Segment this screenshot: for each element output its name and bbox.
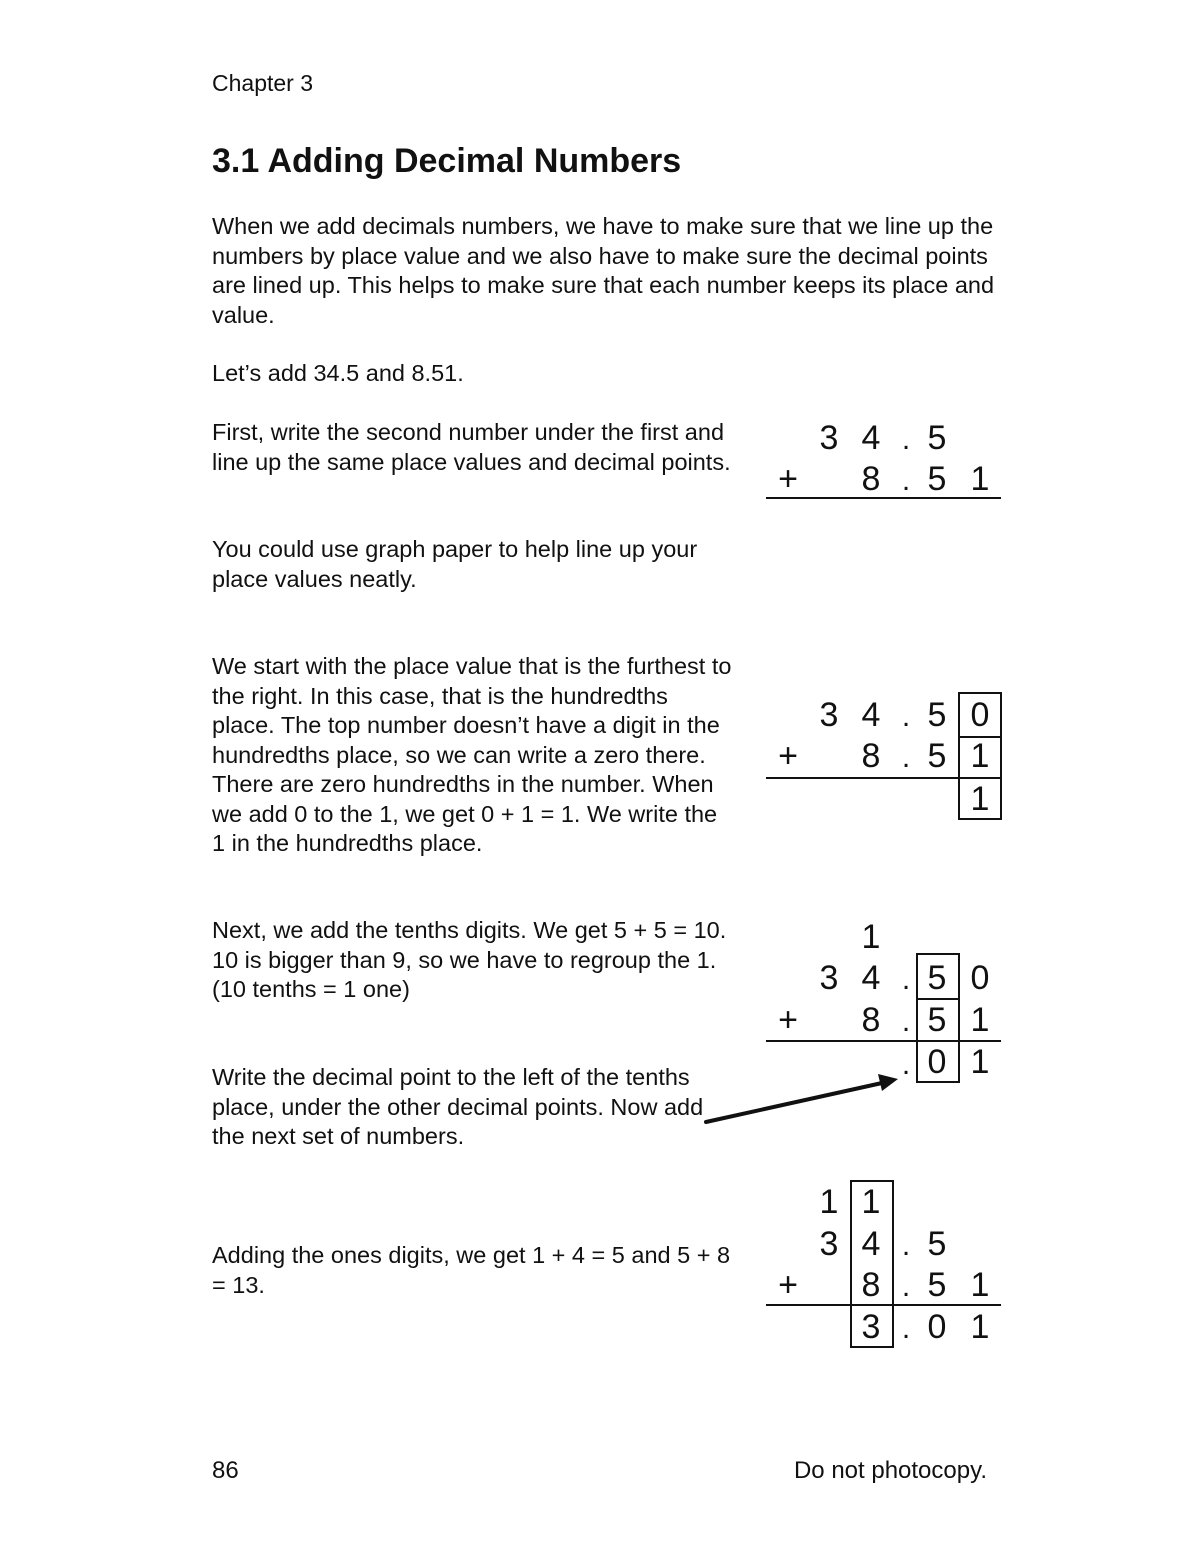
copyright-notice: Do not photocopy. — [793, 1457, 987, 1484]
step4-paragraph: Write the decimal point to the left of the tenths place, under the other decimal points. Now add the next set of numbers. — [212, 1064, 704, 1149]
intro-paragraph: When we add decimals numbers, we have to make sure that we line up the numbers by place value and we also have to make sure the decimal points are lined up. This helps to make sure that each number keeps its place and value. — [212, 213, 995, 328]
step2-paragraph: We start with the place value that is the furthest to the right. In this case, that is the hundredths place. The top number doesn’t have a digit in the hundredths place, so we can write a zero there. There are zero hundredths in the number. When we add 0 to the 1, we get 0 + 1 = 1. We write the 1 in the hundredths place. — [212, 653, 732, 856]
step3-paragraph: Next, we add the tenths digits. We get 5 + 5 = 10. 10 is bigger than 9, so we have to regroup the 1. (10 tenths = 1 one) — [212, 917, 727, 1002]
sum-line — [766, 1304, 1001, 1306]
chapter-label: Chapter 3 — [212, 70, 314, 96]
box-edge — [850, 1180, 852, 1348]
graph-paper-tip: You could use graph paper to help line up your place values neatly. — [212, 536, 698, 592]
step5-paragraph: Adding the ones digits, we get 1 + 4 = 5 and 5 + 8 = 13. — [212, 1242, 731, 1298]
section-title: 3.1 Adding Decimal Numbers — [212, 142, 682, 180]
page-number: 86 — [212, 1457, 239, 1484]
example-statement: Let’s add 34.5 and 8.51. — [212, 360, 464, 386]
step1-paragraph: First, write the second number under the first and line up the same place values and decimal points. — [212, 419, 731, 475]
